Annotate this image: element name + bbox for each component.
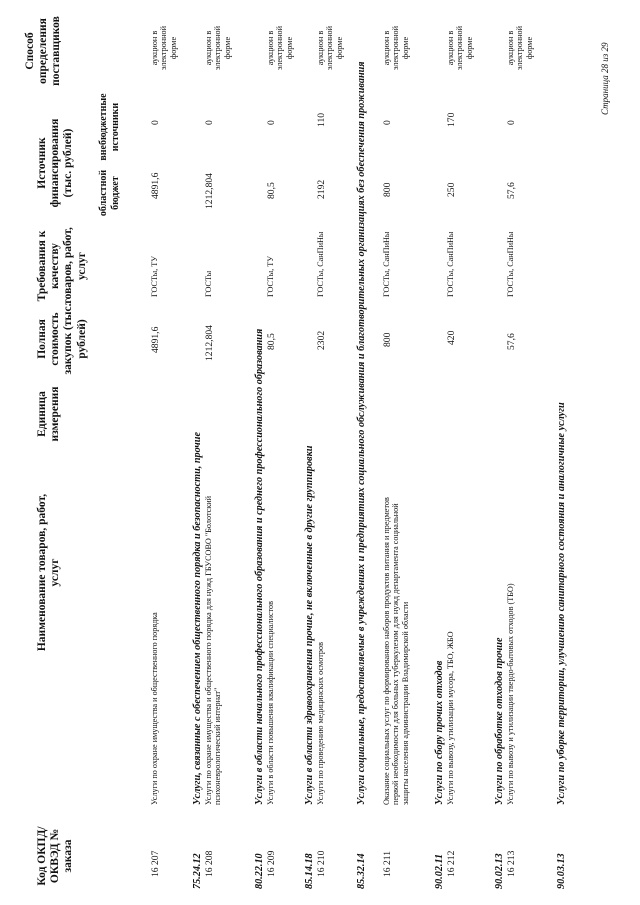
- row-number: 16 211: [382, 850, 393, 877]
- row-method: аукцион в электронной форме: [150, 25, 178, 71]
- row-total: 80,5: [266, 333, 277, 350]
- row-regional: 800: [382, 182, 393, 197]
- row-number: 16 209: [266, 850, 277, 877]
- row-name: Оказание социальных услуг по формированию наборов продуктов питания и предметов первой необходимости для больных туберкулезом для нужд департамента социальной защиты населения администрации Владимирской области: [382, 497, 410, 805]
- group-name: Услуги, связанные с обеспечением общественного порядка и безопасности, прочие: [192, 432, 203, 805]
- group-name: Услуги по сбору прочих отходов: [434, 660, 445, 805]
- row-total: 800: [382, 332, 393, 347]
- row-offbudget: 0: [150, 120, 161, 125]
- row-total: 2302: [316, 330, 327, 350]
- row-number: 16 212: [446, 850, 457, 877]
- header-funding-regional: областной бюджет: [98, 169, 121, 217]
- row-requirements: ГОСТы, СанПиНы: [316, 231, 325, 297]
- group-name: Услуги в области начального профессионального образования и среднего профессионального образования: [254, 328, 265, 805]
- header-unit: Единица измерения: [36, 386, 62, 442]
- header-code: Код ОКПД/ ОКВЭД № заказа: [36, 826, 75, 886]
- group-name: Услуги по уборке территории, улучшению санитарного состояния и аналогичные услуги: [556, 402, 567, 805]
- row-total: 57,6: [506, 333, 517, 350]
- row-regional: 1212,804: [204, 173, 215, 209]
- row-offbudget: 0: [506, 120, 517, 125]
- group-name: Услуги в области здравоохранения прочие, не включенные в другие группировки: [304, 445, 315, 805]
- row-method: аукцион в электронной форме: [446, 25, 474, 71]
- row-number: 16 207: [150, 850, 161, 877]
- group-code: 75.24.12: [192, 853, 203, 889]
- row-requirements: ГОСТы, СанПиНы: [446, 231, 455, 297]
- group-code: 80.22.10: [254, 853, 265, 889]
- row-total: 4891,6: [150, 326, 161, 353]
- row-requirements: ГОСТы, ТУ: [150, 256, 159, 297]
- row-regional: 2192: [316, 179, 327, 199]
- row-method: аукцион в электронной форме: [204, 25, 232, 71]
- row-name: Услуги в области повышения квалификации специалистов: [266, 600, 275, 805]
- row-number: 16 210: [316, 850, 327, 877]
- row-regional: 57,6: [506, 182, 517, 199]
- row-total: 420: [446, 330, 457, 345]
- row-regional: 250: [446, 182, 457, 197]
- group-code: 85.32.14: [356, 853, 367, 889]
- row-offbudget: 170: [446, 112, 457, 127]
- row-requirements: ГОСТы: [204, 270, 213, 297]
- row-requirements: ГОСТы, ТУ: [266, 256, 275, 297]
- group-code: 90.03.13: [556, 853, 567, 889]
- header-requirements: Требования к качеству товаров, работ, услуг: [36, 227, 88, 305]
- row-offbudget: 110: [316, 112, 327, 127]
- header-total: Полная стоимость закупок (тыс. рублей): [36, 303, 88, 375]
- row-name: Услуги по охране имущества и общественного порядка для нужд ГБУСОВО "Болотский психоневрологический интернат": [204, 495, 223, 805]
- row-regional: 4891,6: [150, 172, 161, 199]
- row-offbudget: 0: [204, 120, 215, 125]
- row-method: аукцион в электронной форме: [506, 25, 534, 71]
- row-total: 1212,804: [204, 325, 215, 361]
- row-offbudget: 0: [382, 120, 393, 125]
- header-funding: Источник финансирования (тыс. рублей): [36, 118, 75, 208]
- header-funding-offbudget: внебюджетные источники: [98, 93, 121, 161]
- row-method: аукцион в электронной форме: [382, 25, 410, 71]
- row-number: 16 208: [204, 850, 215, 877]
- group-code: 85.14.18: [304, 853, 315, 889]
- row-name: Услуги по проведению медицинских осмотров: [316, 642, 325, 805]
- row-requirements: ГОСТы, СанПиНы: [506, 231, 515, 297]
- row-regional: 80,5: [266, 182, 277, 199]
- page-number: Страница 28 из 29: [600, 42, 610, 115]
- group-name: Услуги по обработке отходов прочие: [494, 637, 505, 805]
- group-code: 90.02.13: [494, 853, 505, 889]
- header-method: Способ определения поставщиков: [24, 16, 63, 86]
- row-number: 16 213: [506, 850, 517, 877]
- group-code: 90.02.11: [434, 853, 445, 889]
- row-name: Услуги по охране имущества и общественного порядка: [150, 612, 159, 805]
- row-offbudget: 0: [266, 120, 277, 125]
- header-name: Наименование товаров, работ, услуг: [36, 493, 62, 652]
- row-requirements: ГОСТы, СанПиНы: [382, 231, 391, 297]
- row-method: аукцион в электронной форме: [316, 25, 344, 71]
- row-method: аукцион в электронной форме: [266, 25, 294, 71]
- row-name: Услуги по вывозу и утилизации твердо-бытовых отходов (ТБО): [506, 583, 515, 805]
- group-name: Услуги социальные, предоставляемые в учреждениях и предприятиях социального обслуживания и благотворительных организациях без обеспечения проживания: [356, 61, 367, 805]
- row-name: Услуги по вывозу, утилизации мусора, ТБО, ЖБО: [446, 631, 455, 805]
